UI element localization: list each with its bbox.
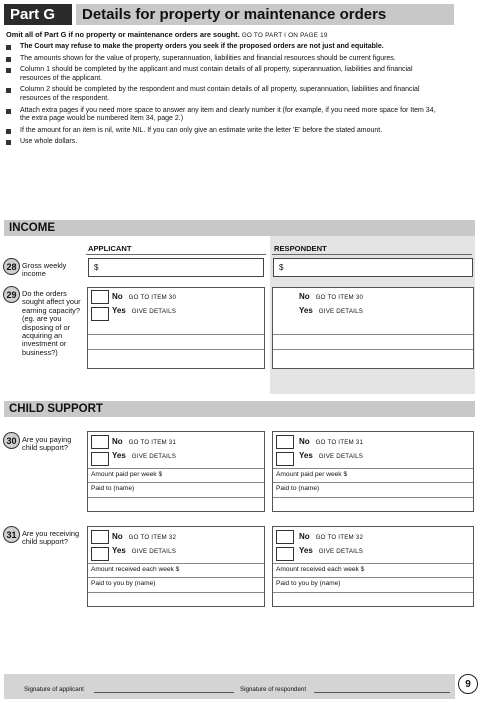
yes-option (299, 546, 363, 555)
amount-received-field[interactable]: Amount received each week $ (273, 563, 473, 577)
income-section-title: INCOME (4, 220, 475, 236)
applicant-30-no-checkbox[interactable] (91, 435, 109, 449)
applicant-signature-label: Signature of applicant (24, 686, 84, 693)
details-line[interactable] (88, 334, 264, 349)
bullet-text: The amounts shown for the value of property, superannuation, liabilities and financial resources should be current figures. (20, 54, 396, 62)
paid-by-field[interactable]: Paid to you by (name) (88, 577, 264, 592)
no-note: GO TO ITEM 30 (128, 294, 177, 301)
signature-footer (4, 674, 455, 699)
yes-label: Yes (112, 306, 126, 315)
list-item (6, 107, 436, 124)
yes-option (299, 451, 363, 460)
list-item (6, 55, 436, 64)
item-29-question: Do the orders sought affect your earning capacity? (eg. are you disposing of or acquiring an investment or business?) (22, 289, 81, 357)
respondent-30-no-checkbox[interactable] (276, 435, 294, 449)
no-label: No (299, 292, 310, 301)
paid-to-field[interactable]: Paid to (name) (273, 482, 473, 497)
yes-note: GIVE DETAILS (131, 453, 177, 460)
omit-goto: GO TO PART I ON PAGE 19 (241, 32, 328, 39)
yes-note: GIVE DETAILS (131, 548, 177, 555)
respondent-column-heading: RESPONDENT (274, 244, 327, 253)
list-item (6, 86, 436, 103)
list-item (6, 66, 436, 83)
respondent-31-yes-checkbox[interactable] (276, 547, 294, 561)
no-option (299, 532, 363, 541)
paid-to-field[interactable]: Paid to (name) (88, 482, 264, 497)
list-item (6, 43, 436, 52)
yes-label: Yes (299, 546, 313, 555)
amount-received-field[interactable]: Amount received each week $ (88, 563, 264, 577)
applicant-signature-line[interactable] (94, 692, 234, 693)
no-option (299, 292, 363, 301)
details-line[interactable] (273, 349, 473, 369)
part-header (4, 4, 454, 25)
yes-label: Yes (112, 451, 126, 460)
item-28-question: Gross weekly income (22, 261, 67, 279)
respondent-gross-income-field[interactable]: $ (273, 258, 473, 277)
no-option (112, 292, 176, 301)
details-line[interactable] (88, 592, 264, 607)
divider (272, 254, 472, 255)
yes-option (299, 306, 363, 315)
item-31-question: Are you receiving child support? (22, 529, 80, 547)
respondent-item-30-box (272, 431, 474, 512)
respondent-30-yes-checkbox[interactable] (276, 452, 294, 466)
yes-label: Yes (112, 546, 126, 555)
applicant-30-yes-checkbox[interactable] (91, 452, 109, 466)
respondent-signature-label: Signature of respondent (240, 686, 307, 693)
applicant-gross-income-field[interactable]: $ (88, 258, 264, 277)
yes-option (112, 546, 176, 555)
part-title: Details for property or maintenance orders (76, 4, 454, 25)
list-item (6, 127, 436, 136)
no-label: No (112, 532, 123, 541)
details-line[interactable] (273, 497, 473, 512)
yes-label: Yes (299, 451, 313, 460)
bullet-text: Use whole dollars. (20, 138, 78, 146)
item-number-29: 29 (3, 286, 20, 303)
applicant-29-yes-checkbox[interactable] (91, 307, 109, 321)
item-30-question: Are you paying child support? (22, 435, 72, 453)
amount-paid-field[interactable]: Amount paid per week $ (88, 468, 264, 482)
no-option (112, 437, 176, 446)
respondent-signature-line[interactable] (314, 692, 450, 693)
bullet-text: If the amount for an item is nil, write NIL. If you can only give an estimate write the letter 'E' before the stated amount. (20, 126, 383, 134)
yes-note: GIVE DETAILS (318, 548, 364, 555)
applicant-item-30-box (87, 431, 265, 512)
item-number-31: 31 (3, 526, 20, 543)
details-line[interactable] (88, 349, 264, 369)
bullet-icon (6, 68, 11, 73)
applicant-31-no-checkbox[interactable] (91, 530, 109, 544)
respondent-item-29-box (272, 287, 474, 369)
details-line[interactable] (273, 592, 473, 607)
item-number-28: 28 (3, 258, 20, 275)
no-label: No (299, 532, 310, 541)
no-label: No (112, 437, 123, 446)
applicant-item-29-box (87, 287, 265, 369)
paid-by-field[interactable]: Paid to you by (name) (273, 577, 473, 592)
respondent-item-31-box (272, 526, 474, 607)
bullet-icon (6, 57, 11, 62)
divider (86, 254, 266, 255)
bullet-text: The Court may refuse to make the property orders you seek if the proposed orders are not just and equitable. (20, 43, 384, 50)
no-label: No (112, 292, 123, 301)
details-line[interactable] (273, 334, 473, 349)
respondent-31-no-checkbox[interactable] (276, 530, 294, 544)
yes-note: GIVE DETAILS (318, 308, 364, 315)
yes-option (112, 306, 176, 315)
applicant-29-no-checkbox[interactable] (91, 290, 109, 304)
details-line[interactable] (88, 497, 264, 512)
no-note: GO TO ITEM 31 (128, 439, 177, 446)
bullet-icon (6, 88, 11, 93)
yes-note: GIVE DETAILS (131, 308, 177, 315)
amount-paid-field[interactable]: Amount paid per week $ (273, 468, 473, 482)
bullet-text: Column 1 should be completed by the applicant and must contain details of all property, superannuation, liabilities and financial resources of the applicant. (20, 66, 413, 82)
no-option (299, 437, 363, 446)
no-option (112, 532, 176, 541)
bullet-icon (6, 45, 11, 50)
list-item (6, 138, 436, 147)
no-note: GO TO ITEM 32 (315, 534, 364, 541)
child-support-section-title: CHILD SUPPORT (4, 401, 475, 417)
applicant-item-31-box (87, 526, 265, 607)
applicant-31-yes-checkbox[interactable] (91, 547, 109, 561)
bullet-text: Attach extra pages if you need more space to answer any item and clearly number it (for example, if you need more space for Item 34, the extra page would be numbered Item 34, page 2.) (20, 106, 436, 123)
bullet-text: Column 2 should be completed by the respondent and must contain details of all property, superannuation, liabilities and financial resources of the respondent. (20, 86, 420, 102)
yes-option (112, 451, 176, 460)
bullet-icon (6, 140, 11, 145)
no-note: GO TO ITEM 31 (315, 439, 364, 446)
yes-label: Yes (299, 306, 313, 315)
applicant-column-heading: APPLICANT (88, 244, 132, 253)
yes-note: GIVE DETAILS (318, 453, 364, 460)
no-note: GO TO ITEM 30 (315, 294, 364, 301)
no-note: GO TO ITEM 32 (128, 534, 177, 541)
page-number: 9 (458, 674, 478, 694)
item-number-30: 30 (3, 432, 20, 449)
part-label: Part G (4, 4, 72, 25)
omit-instruction (6, 30, 328, 39)
bullet-icon (6, 129, 11, 134)
bullet-icon (6, 109, 11, 114)
instruction-list (6, 43, 436, 150)
no-label: No (299, 437, 310, 446)
omit-text: Omit all of Part G if no property or maintenance orders are sought. (6, 30, 240, 39)
